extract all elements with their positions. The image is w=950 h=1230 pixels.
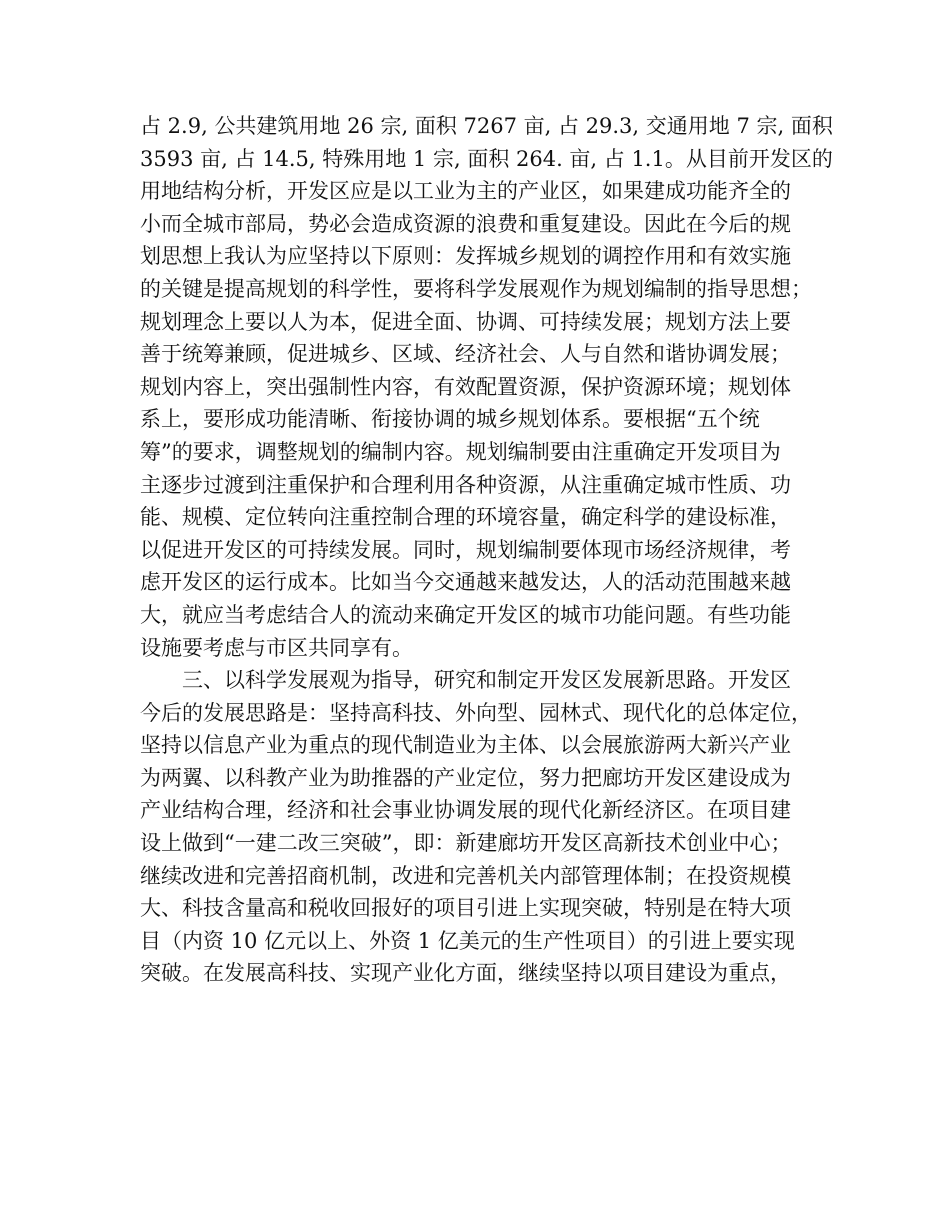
text-line: 继续改进和完善招商机制，改进和完善机关内部管理体制；在投资规模 (140, 863, 791, 888)
text-line: 划思想上我认为应坚持以下原则：发挥城乡规划的调控作用和有效实施 (140, 244, 791, 269)
text-line: 系上，要形成功能清晰、衔接协调的城乡规划体系。要根据“五个统 (140, 407, 760, 432)
text-line: 筹”的要求，调整规划的编制内容。规划编制要由注重确定开发项目为 (140, 439, 781, 464)
text-line: 突破。在发展高科技、实现产业化方面，继续坚持以项目建设为重点， (140, 961, 791, 986)
text-line: 占 2.9, 公共建筑用地 26 宗, 面积 7267 亩, 占 29.3, 交通用地 7 宗, 面积 (140, 114, 833, 138)
text-line: 规划内容上，突出强制性内容，有效配置资源，保护资源环境；规划体 (140, 374, 791, 399)
text-line: 设施要考虑与市区共同享有。 (140, 635, 413, 660)
text-line: 规划理念上要以人为本，促进全面、协调、可持续发展；规划方法上要 (140, 309, 791, 334)
text-line: 主逐步过渡到注重保护和合理利用各种资源，从注重确定城市性质、功 (140, 472, 791, 497)
text-line: 小而全城市部局，势必会造成资源的浪费和重复建设。因此在今后的规 (140, 211, 791, 236)
text-line: 今后的发展思路是：坚持高科技、外向型、园林式、现代化的总体定位， (140, 700, 812, 725)
paragraph-start-line: 三、以科学发展观为指导，研究和制定开发区发展新思路。开发区 (182, 668, 791, 693)
text-line: 设上做到“一建二改三突破”，即：新建廊坊开发区高新技术创业中心； (140, 831, 792, 856)
text-line: 用地结构分析，开发区应是以工业为主的产业区，如果建成功能齐全的 (140, 179, 791, 204)
text-line: 目（内资 10 亿元以上、外资 1 亿美元的生产性项目）的引进上要实现 (140, 928, 795, 953)
text-line: 3593 亩, 占 14.5, 特殊用地 1 宗, 面积 264. 亩, 占 1.1。从目前开发区的 (140, 146, 833, 171)
body-text (140, 110, 833, 990)
text-line: 坚持以信息产业为重点的现代制造业为主体、以会展旅游两大新兴产业 (140, 733, 791, 758)
text-line: 善于统筹兼顾，促进城乡、区域、经济社会、人与自然和谐协调发展； (140, 342, 791, 367)
text-line: 产业结构合理，经济和社会事业协调发展的现代化新经济区。在项目建 (140, 798, 791, 823)
text-line: 以促进开发区的可持续发展。同时，规划编制要体现市场经济规律，考 (140, 537, 791, 562)
text-line: 能、规模、定位转向注重控制合理的环境容量，确定科学的建设标准， (140, 505, 791, 530)
text-line: 的关键是提高规划的科学性，要将科学发展观作为规划编制的指导思想； (140, 276, 812, 301)
text-line: 虑开发区的运行成本。比如当今交通越来越发达，人的活动范围越来越 (140, 570, 791, 595)
text-line: 大、科技含量高和税收回报好的项目引进上实现突破，特别是在特大项 (140, 896, 791, 921)
text-line: 大，就应当考虑结合人的流动来确定开发区的城市功能问题。有些功能 (140, 602, 791, 627)
text-line: 为两翼、以科教产业为助推器的产业定位，努力把廊坊开发区建设成为 (140, 765, 791, 790)
